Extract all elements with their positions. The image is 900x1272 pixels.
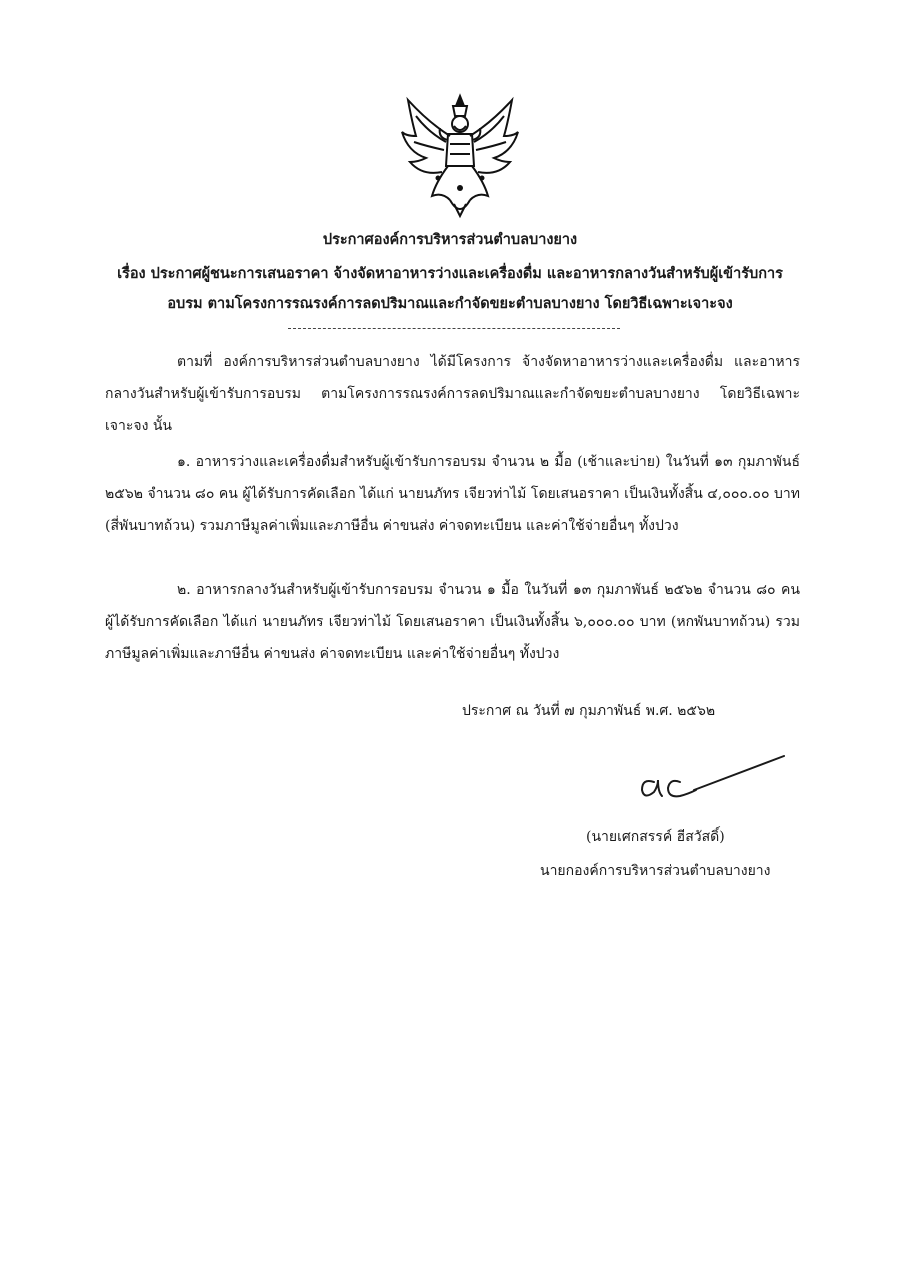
announcement-title: ประกาศองค์การบริหารส่วนตำบลบางยาง xyxy=(322,231,578,248)
handwritten-signature-icon xyxy=(636,752,786,804)
announcement-date: ประกาศ ณ วันที่ ๗ กุมภาพันธ์ พ.ศ. ๒๕๖๒ xyxy=(462,703,716,719)
item-2-paragraph: ๒. อาหารกลางวันสำหรับผู้เข้ารับการอบรม จำนวน ๑ มื้อ ในวันที่ ๑๓ กุมภาพันธ์ ๒๕๖๒ จำนวน ๘๐ คน ผู้ได้รับการคัดเลือก ได้แก่ นายนภัทร เจียวท่าไม้ โดยเสนอราคา เป็นเงินทั้งสิ้น ๖,๐๐๐.๐๐ บาท (หกพันบาทถ้วน) รวมภาษีมูลค่าเพิ่มและภาษีอื่น ค่าขนส่ง ค่าจดทะเบียน และค่าใช้จ่ายอื่นๆ ทั้งปวง xyxy=(105,582,800,662)
signer-name: (นายเศกสรรค์ ฮีสวัสดิ์) xyxy=(586,829,725,845)
separator-line xyxy=(288,328,620,329)
signer-position: นายกองค์การบริหารส่วนตำบลบางยาง xyxy=(540,863,771,879)
subject-line-1: เรื่อง ประกาศผู้ชนะการเสนอราคา จ้างจัดหาอาหารว่างและเครื่องดื่ม และอาหารกลางวันสำหรับผู้เข้ารับการ xyxy=(117,265,783,282)
item-1-paragraph: ๑. อาหารว่างและเครื่องดื่มสำหรับผู้เข้ารับการอบรม จำนวน ๒ มื้อ (เช้าและบ่าย) ในวันที่ ๑๓ กุมภาพันธ์ ๒๕๖๒ จำนวน ๘๐ คน ผู้ได้รับการคัดเลือก ได้แก่ นายนภัทร เจียวท่าไม้ โดยเสนอราคา เป็นเงินทั้งสิ้น ๔,๐๐๐.๐๐ บาท (สี่พันบาทถ้วน) รวมภาษีมูลค่าเพิ่มและภาษีอื่น ค่าขนส่ง ค่าจดทะเบียน และค่าใช้จ่ายอื่นๆ ทั้งปวง xyxy=(105,454,800,534)
garuda-emblem-icon xyxy=(398,92,522,222)
intro-paragraph: ตามที่ องค์การบริหารส่วนตำบลบางยาง ได้มีโครงการ จ้างจัดหาอาหารว่างและเครื่องดื่ม และอาหารกลางวันสำหรับผู้เข้ารับการอบรม ตามโครงการรณรงค์การลดปริมาณและกำจัดขยะตำบลบางยาง โดยวิธีเฉพาะเจาะจง นั้น xyxy=(105,354,800,434)
subject-line-2: อบรม ตามโครงการรณรงค์การลดปริมาณและกำจัดขยะตำบลบางยาง โดยวิธีเฉพาะเจาะจง xyxy=(167,295,733,312)
